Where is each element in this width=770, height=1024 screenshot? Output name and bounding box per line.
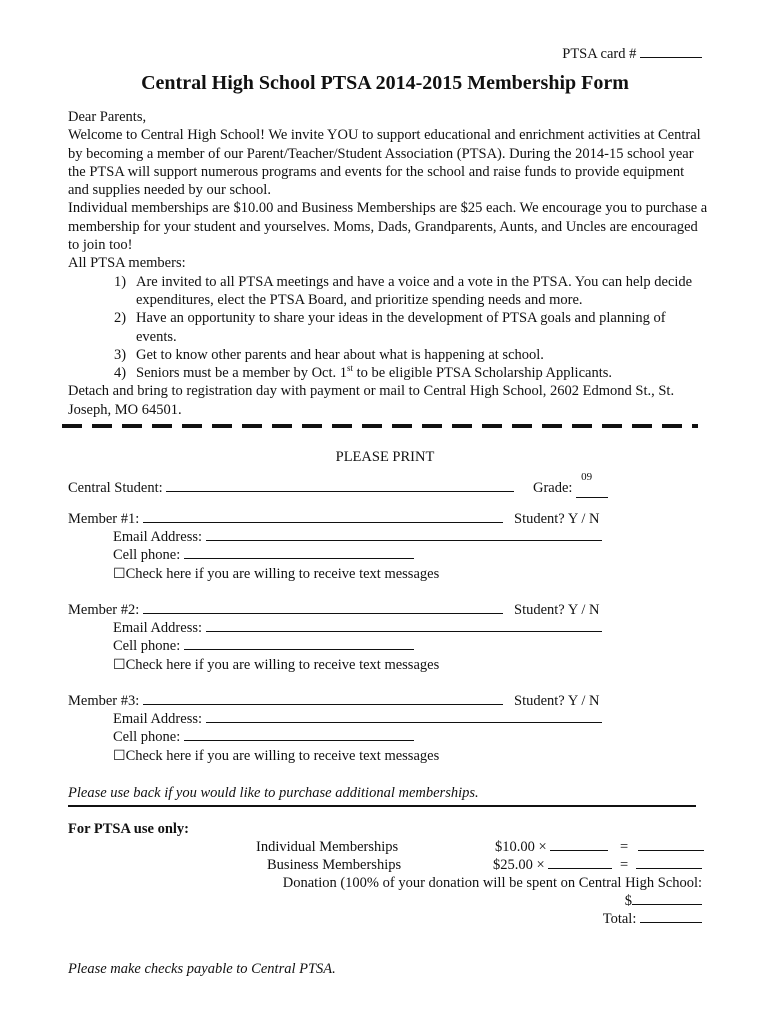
ptsa-card-blank[interactable] [640,57,702,58]
member-3-email-input[interactable] [206,722,602,723]
member-2-cell-label: Cell phone: [113,638,181,654]
member-1-email-label: Email Address: [113,529,203,545]
intro-letter [68,108,708,419]
business-price: $25.00 × [493,857,545,873]
member-2-name-field [68,602,503,619]
list-item-number: 4) [114,365,127,382]
member-1-text-optin [113,566,439,583]
greeting: Dear Parents, [68,109,147,125]
ordinal-suffix: st [347,363,354,374]
equals-sign: = [619,839,629,855]
central-student-label: Central Student: [68,480,163,496]
member-3-email-field [113,711,602,728]
member-2-cell-input[interactable] [184,649,414,650]
page-title: Central High School PTSA 2014-2015 Membership Form [141,72,629,94]
please-print-label: PLEASE PRINT [335,449,435,465]
benefits-list [114,273,708,383]
member-2-text-optin [113,657,439,674]
individual-memberships-calc [495,839,704,856]
member-3-name-input[interactable] [143,704,503,705]
list-item-text: Have an opportunity to share your ideas in the development of PTSA goals and planning of events. [136,310,666,345]
list-item-text-end: to be eligible PTSA Scholarship Applicants. [353,365,612,382]
individual-memberships-label: Individual Memberships [256,839,399,855]
member-3-text-checkbox[interactable]: ☐ [113,749,126,764]
dollar-sign: $ [624,893,632,909]
detach-instructions: Detach and bring to registration day with payment or mail to Central High School, 2602 Edmond St., St. Joseph, MO 64501. [68,383,675,418]
list-item-text: Get to know other parents and hear about what is happening at school. [136,346,544,363]
donation-amount-field [625,893,702,910]
total-label: Total: [602,911,637,927]
member-3-cell-field [113,729,414,746]
list-item [114,309,708,346]
business-memberships-calc [493,857,702,874]
section-divider [68,805,696,807]
list-item-number: 2) [114,310,127,327]
member-3-cell-label: Cell phone: [113,729,181,745]
grade-value: 09 [581,471,593,483]
member-2-email-label: Email Address: [113,620,203,636]
business-subtotal-input[interactable] [636,868,702,869]
member-1-text-checkbox[interactable]: ☐ [113,567,126,582]
business-qty-input[interactable] [548,868,612,869]
member-2-email-input[interactable] [206,631,602,632]
member-2-label: Member #2: [68,602,140,618]
individual-qty-input[interactable] [550,850,608,851]
member-3-email-label: Email Address: [113,711,203,727]
intro-paragraph-1: Welcome to Central High School! We invite YOU to support educational and enrichment activities at Central by becoming a member of our Parent/Teacher/Student Association (PTSA). During the 2014-15 school year the PTSA will support numerous programs and events for the school and raise funds to provide equipment and supplies needed by our school. [68,127,701,199]
member-1-text-checkbox-label: Check here if you are willing to receive text messages [125,566,440,582]
checks-payable-note: Please make checks payable to Central PTSA. [68,961,336,977]
member-3-cell-input[interactable] [184,740,414,741]
donation-amount-input[interactable] [632,904,702,905]
members-heading: All PTSA members: [68,255,186,272]
central-student-field [68,480,514,497]
grade-input[interactable] [576,471,608,498]
list-item [114,346,708,364]
list-item-text-start: Seniors must be a member by Oct. 1 [136,365,348,382]
member-1-name-input[interactable] [143,522,503,523]
member-1-name-field [68,511,503,528]
total-field [603,911,702,928]
individual-price: $10.00 × [495,839,547,855]
individual-subtotal-input[interactable] [638,850,704,851]
list-item [114,273,708,310]
member-1-label: Member #1: [68,511,140,527]
total-input[interactable] [640,922,702,923]
list-item-number: 1) [114,273,127,290]
central-student-input[interactable] [166,491,514,492]
member-1-email-input[interactable] [206,540,602,541]
intro-paragraph-2: Individual memberships are $10.00 and Business Memberships are $25 each. We encourage you to purchase a membership for your student and yourselves. Moms, Dads, Grandparents, Aunts, and Uncles are encouraged to join too! [68,200,708,254]
member-2-text-checkbox[interactable]: ☐ [113,658,126,673]
member-1-cell-label: Cell phone: [113,547,181,563]
list-item-number: 3) [114,346,127,363]
member-2-email-field [113,620,602,637]
member-2-name-input[interactable] [143,613,503,614]
admin-heading: For PTSA use only: [68,821,189,837]
member-2-student-yn[interactable]: Student? Y / N [514,602,600,618]
member-1-email-field [113,529,602,546]
member-3-name-field [68,693,503,710]
member-1-cell-field [113,547,414,564]
list-item [114,364,708,382]
member-3-student-yn[interactable]: Student? Y / N [514,693,600,709]
equals-sign: = [619,857,629,873]
member-3-text-optin [113,748,439,765]
member-2-text-checkbox-label: Check here if you are willing to receive text messages [125,657,440,673]
donation-label: Donation (100% of your donation will be spent on Central High School: [282,875,702,891]
list-item-text: Are invited to all PTSA meetings and have a voice and a vote in the PTSA. You can help decide expenditures, elect the PTSA Board, and prioritize spending needs and more. [136,273,693,308]
ptsa-card-label: PTSA card # [562,46,637,62]
cut-line-divider [62,424,698,428]
member-3-label: Member #3: [68,693,140,709]
grade-label: Grade: [533,480,573,496]
member-1-student-yn[interactable]: Student? Y / N [514,511,600,527]
member-1-cell-input[interactable] [184,558,414,559]
additional-memberships-note: Please use back if you would like to purchase additional memberships. [68,785,479,801]
ptsa-card-field [562,46,702,63]
member-2-cell-field [113,638,414,655]
member-3-text-checkbox-label: Check here if you are willing to receive text messages [125,748,440,764]
grade-field [533,471,608,498]
business-memberships-label: Business Memberships [267,857,402,873]
